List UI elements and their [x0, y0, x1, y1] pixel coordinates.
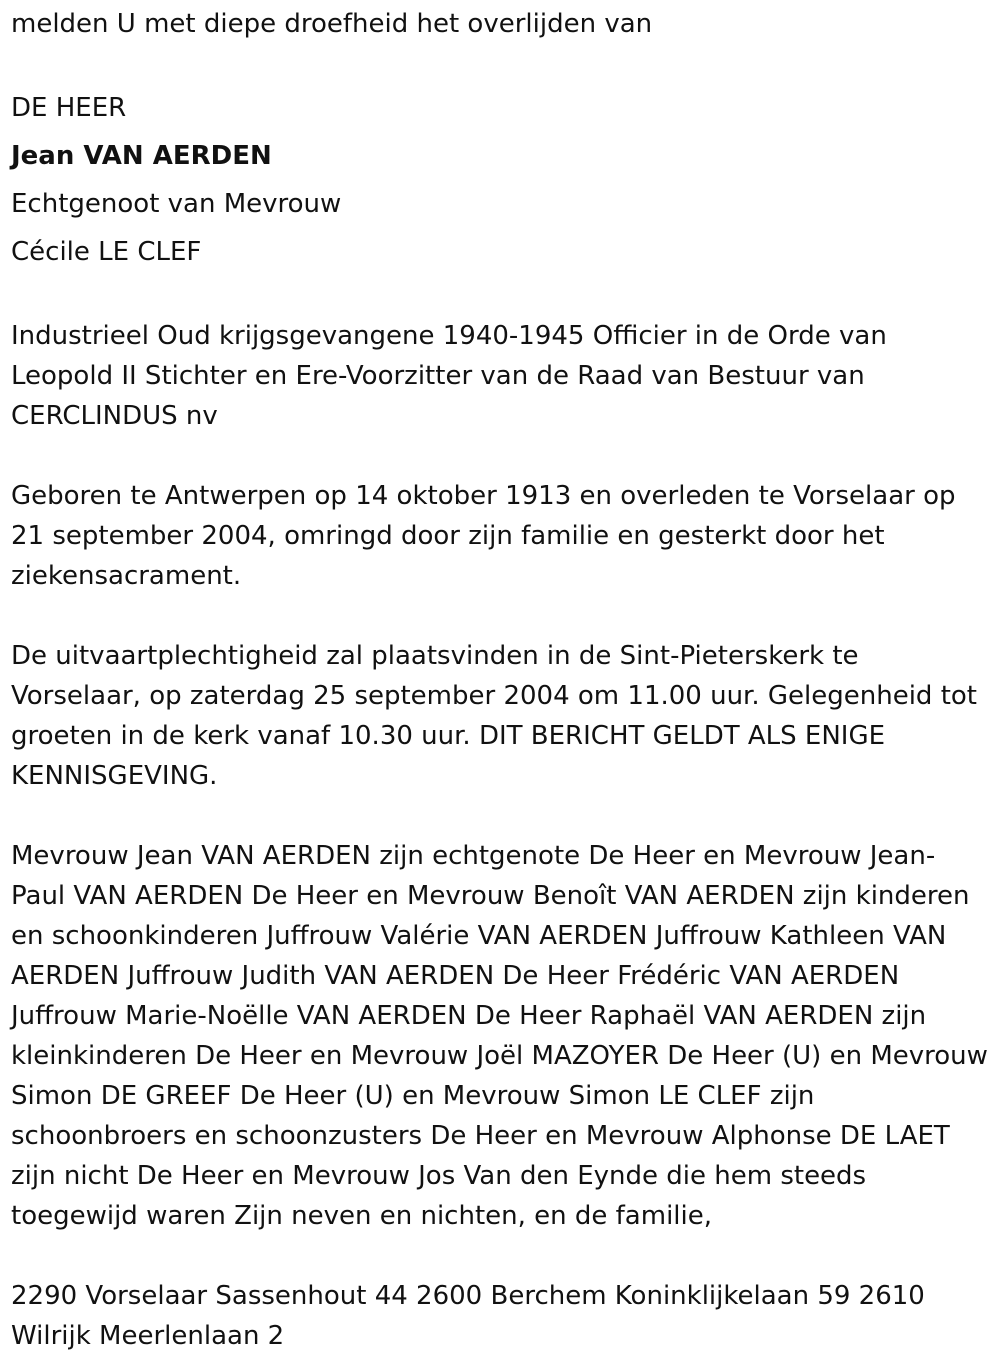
funeral-paragraph: De uitvaartplechtigheid zal plaatsvinden in de Sint-Pieterskerk te Vorselaar, op zaterdag 25 september 2004 om 11.00 uur. Gelegenheid tot groeten in de kerk vanaf 10.30 uur. DIT BERICHT GELDT ALS ENIGE KENNISGEVING. — [11, 641, 977, 791]
obituary-document — [11, 4, 989, 1356]
deceased-name: Jean VAN AERDEN — [11, 141, 272, 171]
addresses-paragraph: 2290 Vorselaar Sassenhout 44 2600 Berchem Koninklijkelaan 59 2610 Wilrijk Meerlenlaan 2 — [11, 1281, 925, 1351]
spouse-name: Cécile LE CLEF — [11, 237, 202, 267]
titles-paragraph: Industrieel Oud krijgsgevangene 1940-1945 Officier in de Orde van Leopold II Stichter en Ere-Voorzitter van de Raad van Bestuur van CERCLINDUS nv — [11, 321, 887, 431]
intro-text: melden U met diepe droefheid het overlijden van — [11, 9, 653, 39]
family-paragraph: Mevrouw Jean VAN AERDEN zijn echtgenote De Heer en Mevrouw Jean-Paul VAN AERDEN De Heer en Mevrouw Benoît VAN AERDEN zijn kinderen en schoonkinderen Juffrouw Valérie VAN AERDEN Juffrouw Kathleen VAN AERDEN Juffrouw Judith VAN AERDEN De Heer Frédéric VAN AERDEN Juffrouw Marie-Noëlle VAN AERDEN De Heer Raphaël VAN AERDEN zijn kleinkinderen De Heer en Mevrouw Joël MAZOYER De Heer (U) en Mevrouw Simon DE GREEF De Heer (U) en Mevrouw Simon LE CLEF zijn schoonbroers en schoonzusters De Heer en Mevrouw Alphonse DE LAET zijn nicht De Heer en Mevrouw Jos Van den Eynde die hem steeds toegewijd waren Zijn neven en nichten, en de familie, — [11, 841, 988, 1231]
title-prefix: DE HEER — [11, 93, 127, 123]
spouse-label: Echtgenoot van Mevrouw — [11, 189, 342, 219]
deceased-heading — [11, 84, 989, 276]
birth-death-paragraph: Geboren te Antwerpen op 14 oktober 1913 en overleden te Vorselaar op 21 september 2004, omringd door zijn familie en gesterkt door het ziekensacrament. — [11, 481, 956, 591]
